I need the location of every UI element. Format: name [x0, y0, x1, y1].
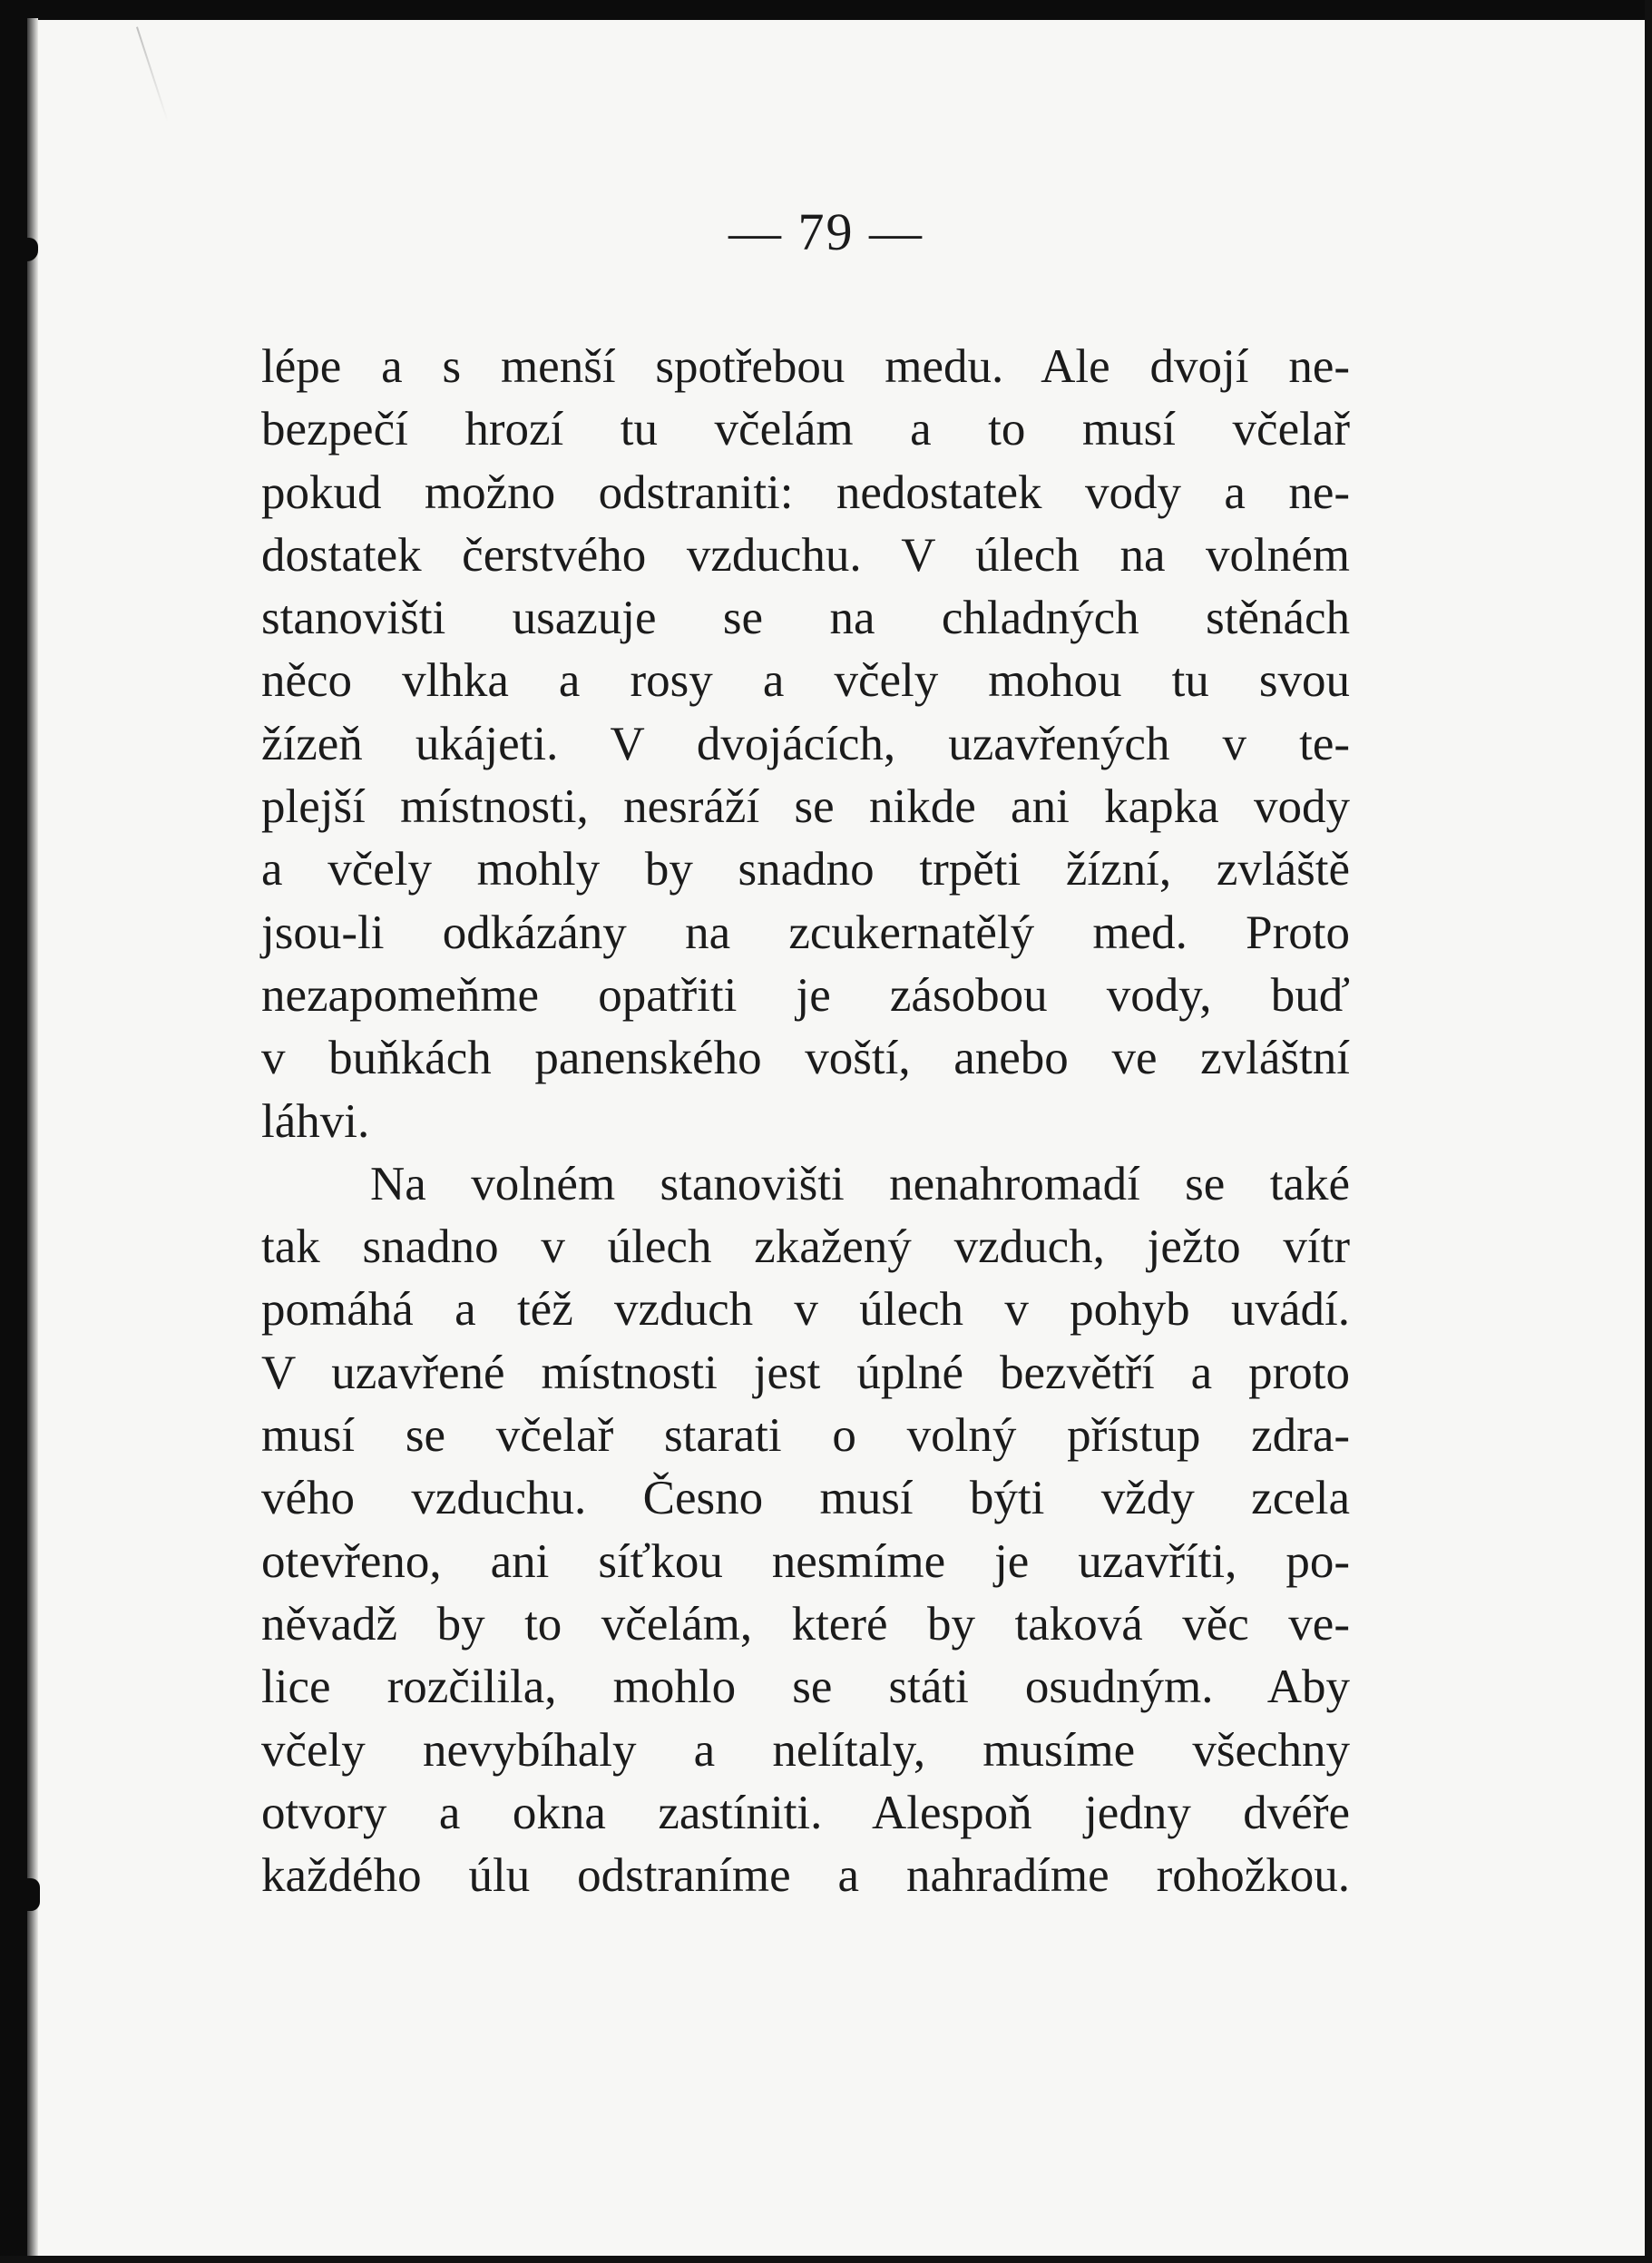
scan-border-left: [0, 0, 27, 2263]
scan-border-shadow: [27, 18, 38, 2263]
text-line: jsou-li odkázány na zcukernatělý med. Proto: [261, 906, 1350, 959]
text-line: v buňkách panenského voští, anebo ve zvláštní: [261, 1032, 1350, 1085]
body-text: [261, 336, 1350, 1907]
text-line: otvory a okna zastíniti. Alespoň jedny dvéře: [261, 1786, 1350, 1839]
text-line: bezpečí hrozí tu včelám a to musí včelař: [261, 403, 1350, 456]
text-line: a včely mohly by snadno trpěti žízní, zvláště: [261, 843, 1350, 896]
text-line: včely nevybíhaly a nelítaly, musíme všechny: [261, 1723, 1350, 1777]
text-line: láhvi.: [261, 1094, 370, 1148]
text-line: nezapomeňme opatřiti je zásobou vody, buď: [261, 968, 1350, 1022]
paragraph-1: [261, 336, 1350, 1153]
text-line: musí se včelař starati o volný přístup zdra-: [261, 1409, 1350, 1463]
text-line: lice rozčilila, mohlo se státi osudným. Aby: [261, 1661, 1350, 1714]
text-line: otevřeno, ani síťkou nesmíme je uzavříti, po-: [261, 1534, 1350, 1588]
scan-border-top: [0, 0, 1652, 20]
text-line: tak snadno v úlech zkažený vzduch, ježto vítr: [261, 1220, 1350, 1274]
scan-border-right: [1645, 0, 1652, 2263]
text-line: každého úlu odstraníme a nahradíme rohožkou.: [261, 1849, 1350, 1903]
text-line: stanovišti usazuje se na chladných stěnách: [261, 592, 1350, 645]
paper-crease: [136, 26, 169, 122]
text-line: lépe a s menší spotřebou medu. Ale dvojí ne-: [261, 340, 1350, 393]
paragraph-2: [261, 1153, 1350, 1908]
scan-border-bottom: [0, 2256, 1652, 2263]
text-line: vého vzduchu. Česno musí býti vždy zcela: [261, 1472, 1350, 1525]
text-line: žízeň ukájeti. V dvojácích, uzavřených v te-: [261, 717, 1350, 770]
text-line: V uzavřené místnosti jest úplné bezvětří a proto: [261, 1346, 1350, 1399]
text-line: dostatek čerstvého vzduchu. V úlech na volném: [261, 528, 1350, 582]
text-line: pomáhá a též vzduch v úlech v pohyb uvádí.: [261, 1283, 1350, 1337]
text-line: něco vlhka a rosy a včely mohou tu svou: [261, 654, 1350, 708]
text-line: plejší místnosti, nesráží se nikde ani kapka vody: [261, 780, 1350, 834]
text-line: něvadž by to včelám, které by taková věc ve-: [261, 1597, 1350, 1651]
text-line: pokud možno odstraniti: nedostatek vody a ne-: [261, 465, 1350, 519]
text-line: Na volném stanovišti nenahromadí se také: [370, 1157, 1350, 1210]
page-number: — 79 —: [728, 202, 924, 261]
scan-edge-mark: [22, 1878, 40, 1911]
